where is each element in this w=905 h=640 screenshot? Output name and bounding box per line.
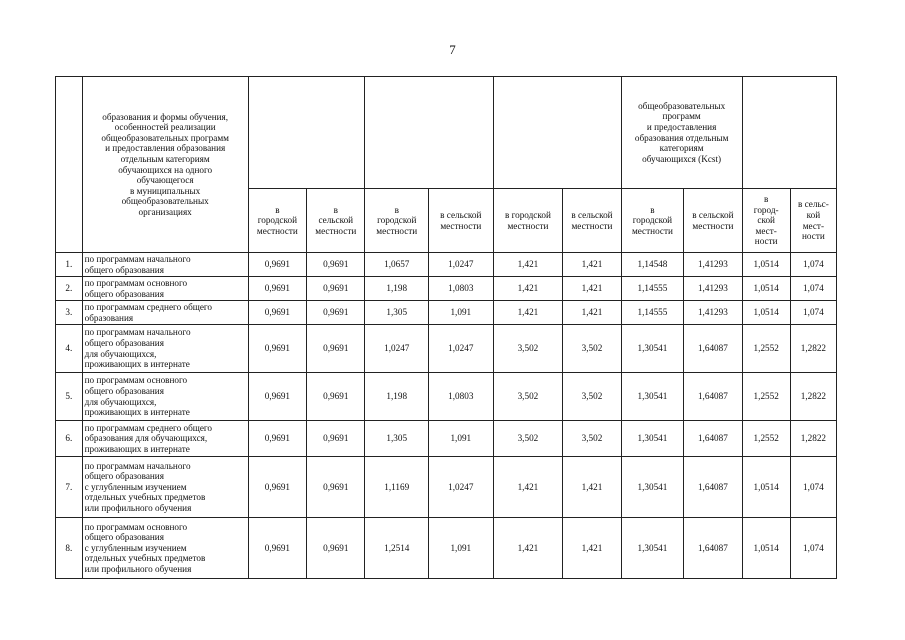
value-cell: 0,9691 [307,518,365,579]
value-cell: 1,0514 [742,277,790,301]
value-cell: 1,0514 [742,518,790,579]
row-number-cell: 6. [56,421,83,457]
value-cell: 1,30541 [621,457,684,518]
value-cell: 1,421 [493,301,563,325]
value-cell: 3,502 [493,373,563,421]
value-cell: 1,2552 [742,421,790,457]
value-cell: 1,091 [429,518,494,579]
value-cell: 1,0247 [429,457,494,518]
row-description-cell: по программам основного общего образования [82,277,248,301]
header-group-cell [493,77,621,189]
value-cell: 1,64087 [684,421,742,457]
value-cell: 0,9691 [307,301,365,325]
subheader-cell: в городской местности [493,189,563,253]
row-number-cell: 3. [56,301,83,325]
value-cell: 1,074 [790,253,836,277]
value-cell: 1,2822 [790,373,836,421]
subheader-cell: в сельской местности [563,189,621,253]
value-cell: 1,198 [365,373,429,421]
value-cell: 1,0657 [365,253,429,277]
row-number-cell: 7. [56,457,83,518]
row-description-cell: по программам среднего общего образования [82,301,248,325]
value-cell: 1,2822 [790,421,836,457]
value-cell: 1,2514 [365,518,429,579]
value-cell: 0,9691 [248,518,306,579]
value-cell: 1,0247 [365,325,429,373]
table-row [56,325,837,373]
value-cell: 1,2552 [742,373,790,421]
value-cell: 1,0514 [742,457,790,518]
value-cell: 1,074 [790,301,836,325]
row-number-cell: 8. [56,518,83,579]
subheader-cell: в городской местности [248,189,306,253]
value-cell: 1,14555 [621,277,684,301]
header-num-cell [56,77,83,253]
value-cell: 1,421 [563,301,621,325]
value-cell: 1,421 [563,457,621,518]
header-group-cell [248,77,365,189]
table-row [56,457,837,518]
value-cell: 0,9691 [307,277,365,301]
value-cell: 1,421 [493,253,563,277]
value-cell: 0,9691 [248,421,306,457]
value-cell: 1,421 [493,277,563,301]
subheader-cell: в городской местности [621,189,684,253]
value-cell: 3,502 [493,421,563,457]
value-cell: 3,502 [493,325,563,373]
value-cell: 1,091 [429,301,494,325]
table-row [56,373,837,421]
value-cell: 1,421 [563,518,621,579]
table-row [56,277,837,301]
subheader-cell: в сельс- кой мест- ности [790,189,836,253]
row-number-cell: 1. [56,253,83,277]
value-cell: 1,14548 [621,253,684,277]
row-description-cell: по программам основного общего образования с углубленным изучением отдельных учебных предметов или профильного обучения [82,518,248,579]
value-cell: 0,9691 [307,373,365,421]
value-cell: 0,9691 [248,277,306,301]
value-cell: 1,0514 [742,253,790,277]
value-cell: 1,2822 [790,325,836,373]
value-cell: 1,305 [365,301,429,325]
value-cell: 1,1169 [365,457,429,518]
header-group-cell [742,77,836,189]
row-number-cell: 5. [56,373,83,421]
value-cell: 0,9691 [248,325,306,373]
subheader-cell: в город- ской мест- ности [742,189,790,253]
subheader-cell: в сельской местности [684,189,742,253]
value-cell: 0,9691 [248,373,306,421]
row-description-cell: по программам начального общего образования с углубленным изучением отдельных учебных предметов или профильного обучения [82,457,248,518]
table-row [56,518,837,579]
value-cell: 1,14555 [621,301,684,325]
value-cell: 1,64087 [684,518,742,579]
table-row [56,253,837,277]
value-cell: 1,421 [493,457,563,518]
value-cell: 0,9691 [248,457,306,518]
row-description-cell: по программам начального общего образования [82,253,248,277]
value-cell: 1,091 [429,421,494,457]
value-cell: 1,2552 [742,325,790,373]
header-group-cell [365,77,493,189]
value-cell: 1,421 [493,518,563,579]
value-cell: 0,9691 [248,253,306,277]
value-cell: 0,9691 [307,253,365,277]
value-cell: 1,41293 [684,277,742,301]
table-row [56,421,837,457]
value-cell: 1,0247 [429,325,494,373]
value-cell: 1,0247 [429,253,494,277]
value-cell: 1,074 [790,457,836,518]
value-cell: 0,9691 [307,325,365,373]
value-cell: 1,305 [365,421,429,457]
value-cell: 1,30541 [621,373,684,421]
coefficients-table [55,76,837,579]
value-cell: 1,074 [790,277,836,301]
value-cell: 0,9691 [307,421,365,457]
value-cell: 0,9691 [248,301,306,325]
value-cell: 1,0803 [429,373,494,421]
value-cell: 1,64087 [684,325,742,373]
value-cell: 1,30541 [621,325,684,373]
subheader-cell: в сельской местности [429,189,494,253]
value-cell: 1,421 [563,253,621,277]
row-number-cell: 2. [56,277,83,301]
value-cell: 1,41293 [684,301,742,325]
row-description-cell: по программам начального общего образования для обучающихся, проживающих в интернате [82,325,248,373]
header-desc-cell: образования и формы обучения, особенностей реализации общеобразовательных программ и предоставления образования отдельным категориям обучающихся на одного обучающегося в муниципальных общеобразовательных организациях [82,77,248,253]
value-cell: 3,502 [563,421,621,457]
value-cell: 1,074 [790,518,836,579]
value-cell: 1,0803 [429,277,494,301]
header-kcst-cell: общеобразовательных программ и предоставления образования отдельным категориям обучающихся (Kcst) [621,77,742,189]
value-cell: 0,9691 [307,457,365,518]
value-cell: 1,421 [563,277,621,301]
value-cell: 1,30541 [621,421,684,457]
value-cell: 1,0514 [742,301,790,325]
value-cell: 1,198 [365,277,429,301]
subheader-cell: в сельской местности [307,189,365,253]
value-cell: 1,64087 [684,373,742,421]
row-description-cell: по программам среднего общего образования для обучающихся, проживающих в интернате [82,421,248,457]
subheader-cell: в городской местности [365,189,429,253]
value-cell: 3,502 [563,325,621,373]
header-row [56,77,837,189]
row-number-cell: 4. [56,325,83,373]
value-cell: 1,64087 [684,457,742,518]
table-row [56,301,837,325]
value-cell: 1,30541 [621,518,684,579]
value-cell: 3,502 [563,373,621,421]
row-description-cell: по программам основного общего образования для обучающихся, проживающих в интернате [82,373,248,421]
value-cell: 1,41293 [684,253,742,277]
page-number: 7 [449,42,456,57]
